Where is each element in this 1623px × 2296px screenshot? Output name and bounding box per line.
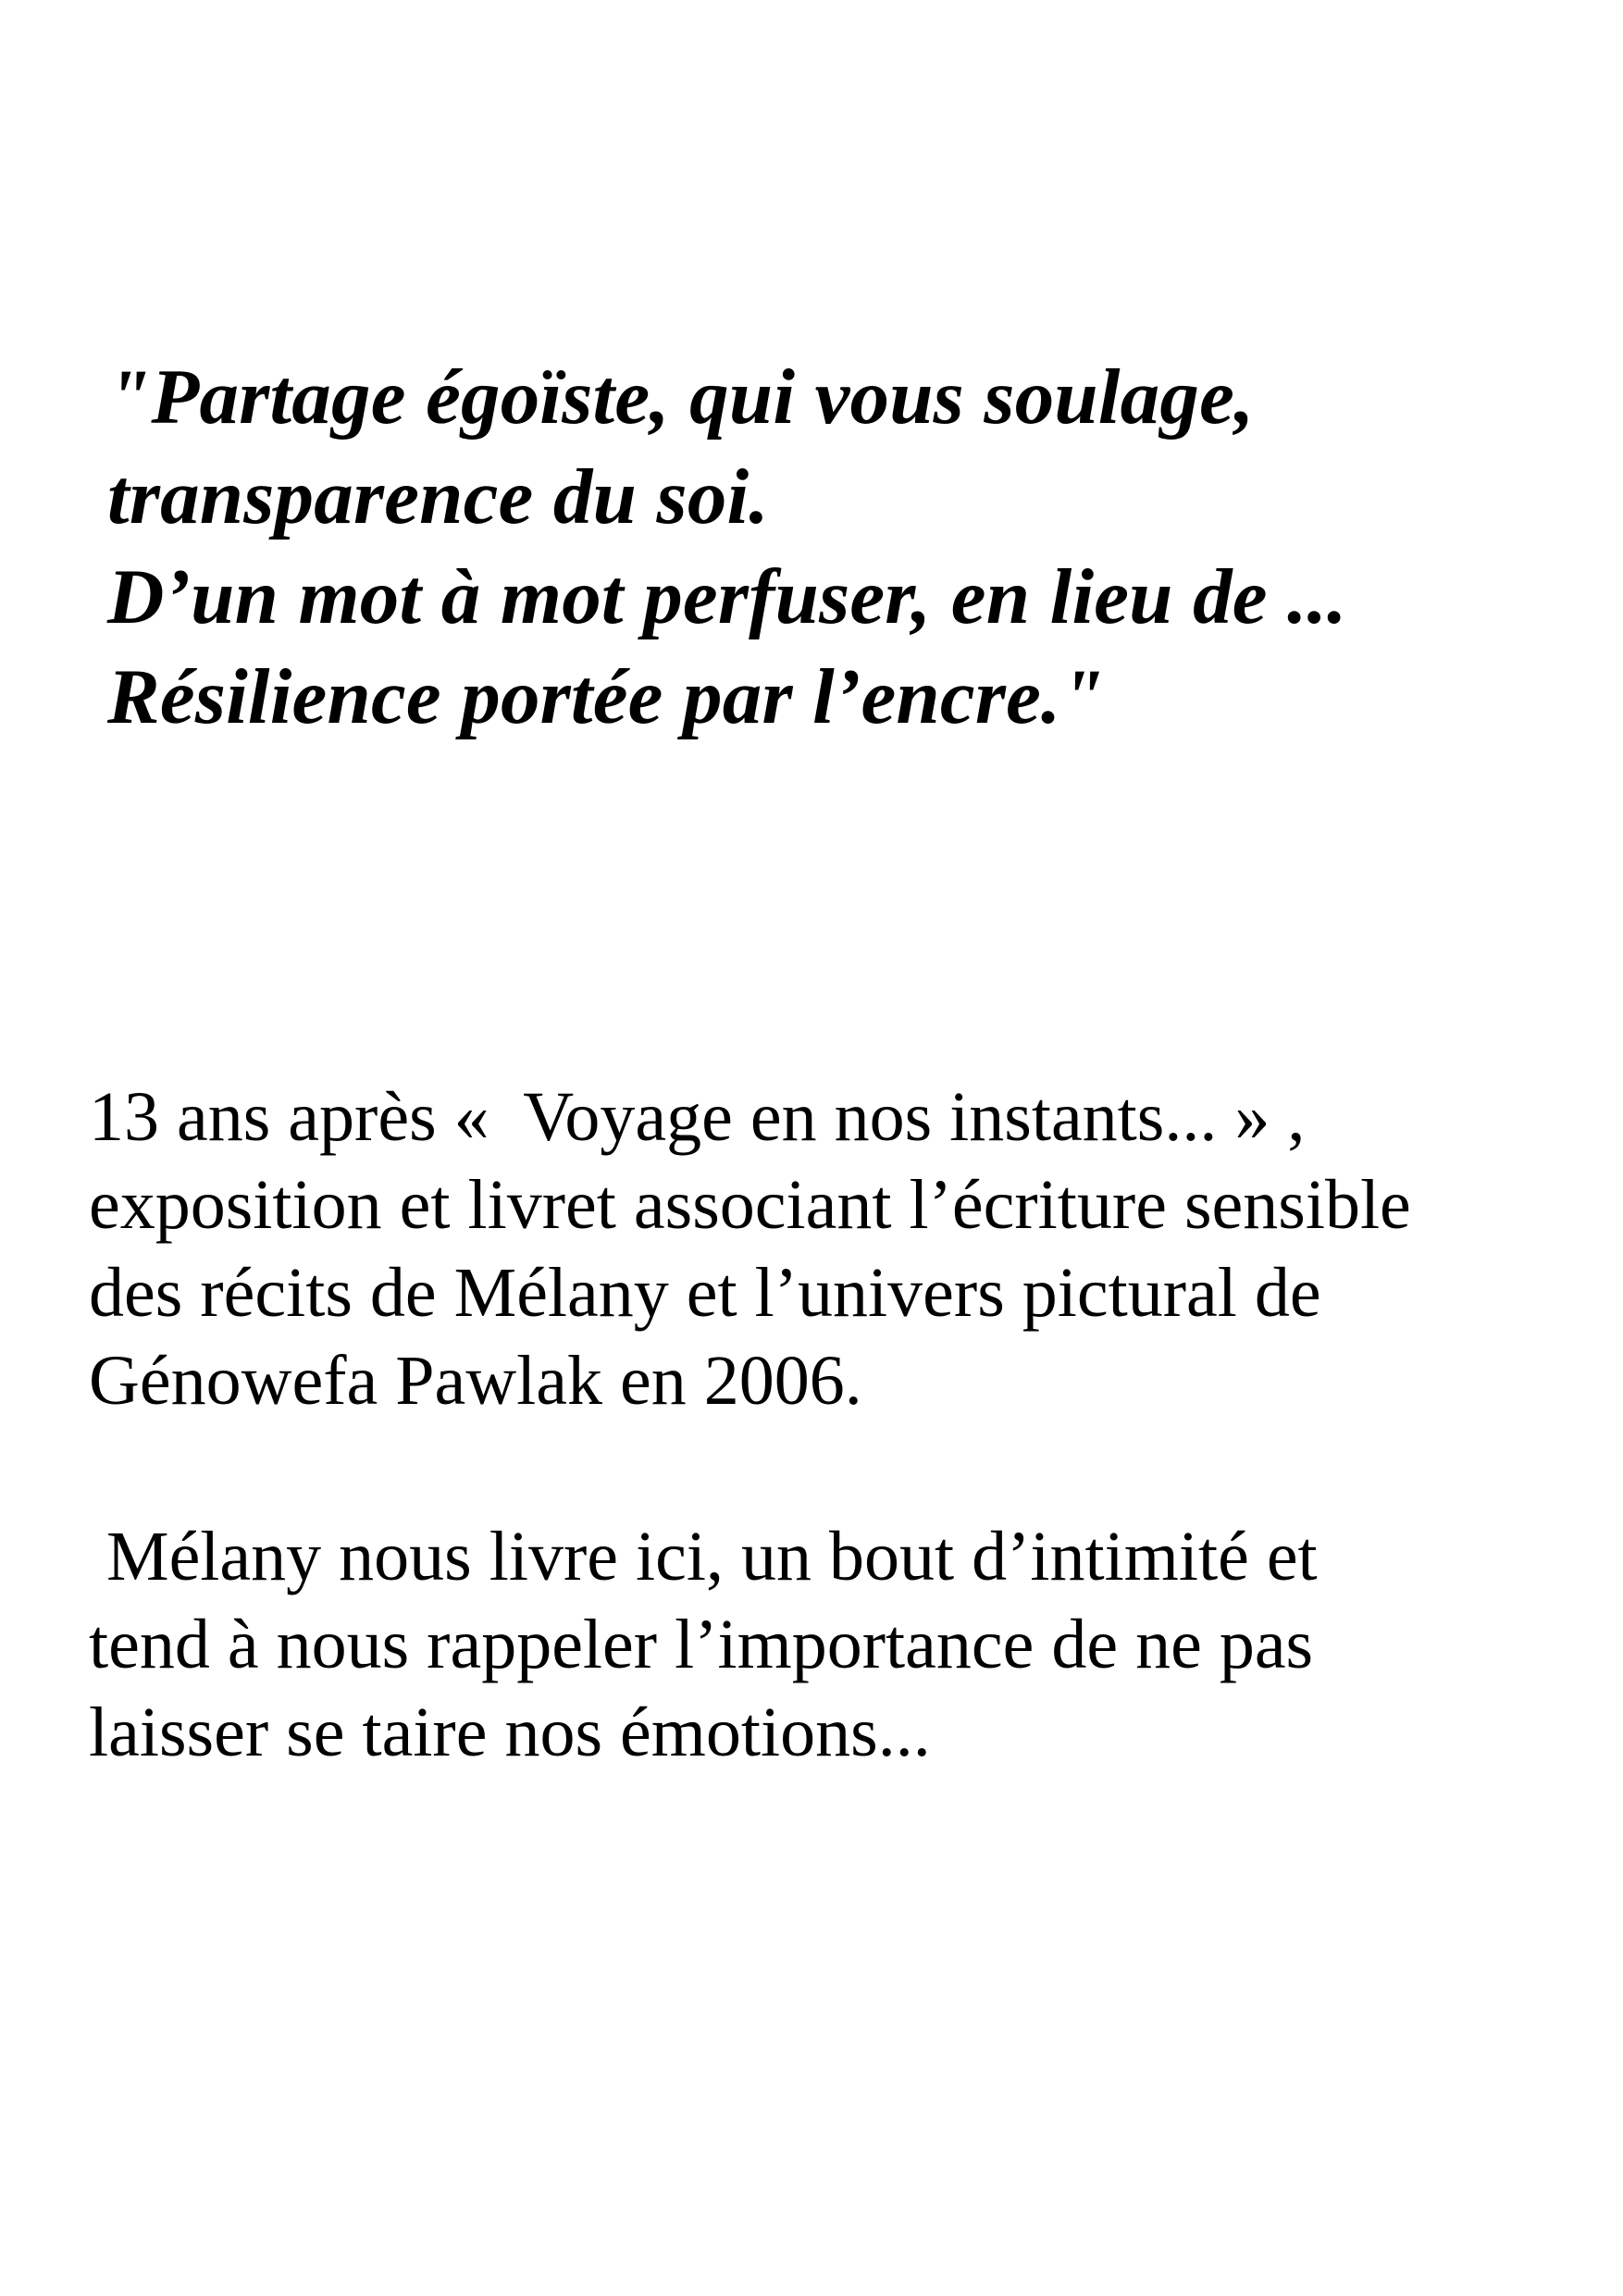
body-text [89, 1074, 1569, 1777]
paragraph-line: Mélany nous livre ici, un bout d’intimité et [89, 1518, 1318, 1595]
paragraph-line: tend à nous rappeler l’importance de ne pas [89, 1606, 1314, 1683]
paragraph-spacer [89, 1425, 1569, 1513]
paragraph-intro [89, 1074, 1569, 1425]
epigraph-quote [107, 347, 1551, 747]
quote-line: Résilience portée par l’encre." [107, 653, 1105, 740]
quote-line: transparence du soi. [107, 453, 769, 540]
paragraph-line: des récits de Mélany et l’univers pictural de [89, 1254, 1321, 1332]
paragraph-line: exposition et livret associant l’écriture sensible [89, 1166, 1411, 1244]
quote-line: "Partage égoïste, qui vous soulage, [107, 354, 1255, 441]
paragraph-line: Génowefa Pawlak en 2006. [89, 1342, 862, 1420]
quote-line: D’un mot à mot perfuser, en lieu de ... [107, 553, 1347, 640]
paragraph-line: 13 ans après « Voyage en nos instants... » , [89, 1078, 1306, 1156]
paragraph-intimacy [89, 1513, 1569, 1777]
paragraph-line: laisser se taire nos émotions... [89, 1694, 931, 1771]
